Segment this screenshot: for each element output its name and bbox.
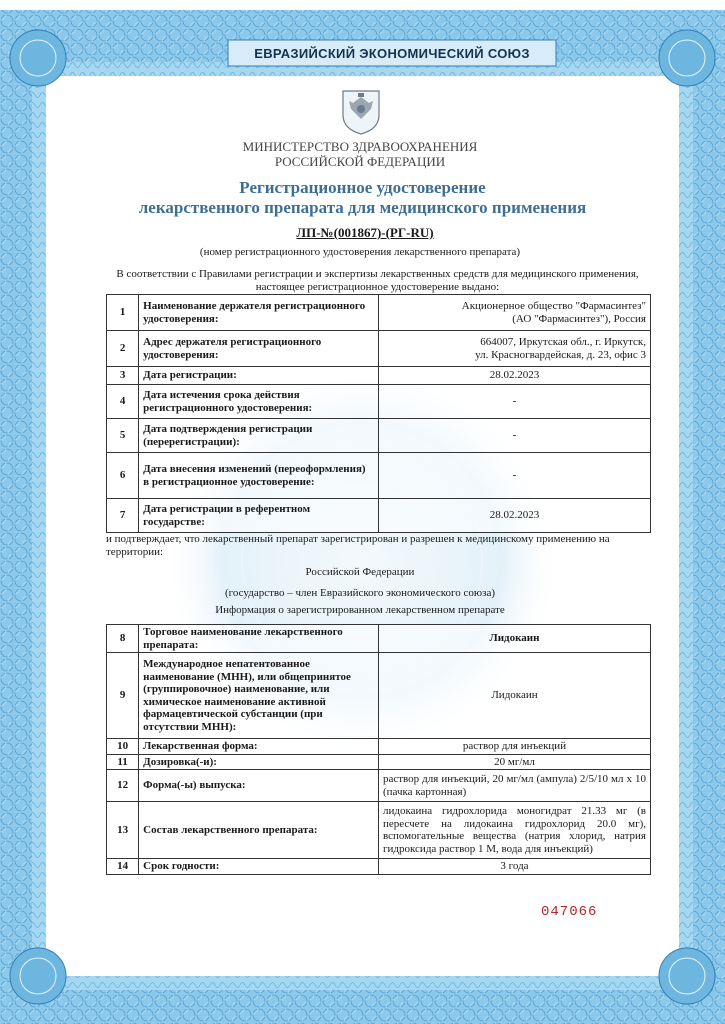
field-label: Торговое наименование лекарственного препарата: [139,625,379,653]
country-name: Российской Федерации [305,566,415,578]
field-value [378,385,650,419]
field-label: Срок годности: [139,859,379,875]
field-value-line: - [512,429,517,442]
holder-row [107,367,651,385]
field-value [378,295,650,331]
drug-row [107,739,651,755]
field-value-line: 28.02.2023 [489,509,540,522]
field-label: Дата истечения срока действия регистрационного удостоверения: [139,385,379,419]
ministry-line1: МИНИСТЕРСТВО ЗДРАВООХРАНЕНИЯ [242,139,478,154]
field-label: Дата регистрации: [139,367,379,385]
holder-row [107,295,651,331]
row-number: 9 [107,653,139,739]
ministry-name [150,139,570,169]
row-number: 10 [107,739,139,755]
field-label: Адрес держателя регистрационного удостоверения: [139,331,379,367]
field-label: Форма(-ы) выпуска: [139,770,379,802]
field-value-line: 664007, Иркутская обл., г. Иркутск, [480,336,646,348]
field-label: Дата внесения изменений (переоформления) в регистрационное удостоверение: [139,453,379,499]
drug-row [107,625,651,653]
row-number: 5 [107,419,139,453]
row-number: 14 [107,859,139,875]
field-value [378,419,650,453]
field-value: Лидокаин [378,653,650,739]
row-number: 4 [107,385,139,419]
title-line1: Регистрационное удостоверение [239,178,486,197]
holder-row [107,385,651,419]
field-value: раствор для инъекций [378,739,650,755]
holder-row [107,419,651,453]
drug-row [107,802,651,859]
drug-row [107,653,651,739]
ministry-line2: РОССИЙСКОЙ ФЕДЕРАЦИИ [274,154,446,169]
field-label: Лекарственная форма: [139,739,379,755]
field-value [378,367,650,385]
drug-table [106,624,651,875]
row-number: 11 [107,754,139,770]
title-line2: лекарственного препарата для медицинского применения [138,198,587,217]
holder-row [107,499,651,533]
union-title: ЕВРАЗИЙСКИЙ ЭКОНОМИЧЕСКИЙ СОЮЗ [254,46,530,61]
confirm-text: и подтверждает, что лекарственный препарат зарегистрирован и разрешен к медицинскому применению на территории: [106,533,610,558]
field-label: Дозировка(-и): [139,754,379,770]
state-emblem-icon [339,85,383,135]
field-label: Дата подтверждения регистрации (перерегистрации): [139,419,379,453]
row-number: 13 [107,802,139,859]
field-value-line: Акционерное общество "Фармасинтез" [461,300,646,312]
row-number: 3 [107,367,139,385]
field-value-line: - [512,395,517,408]
document-title [70,178,655,218]
field-value: раствор для инъекций, 20 мг/мл (ампула) 2/5/10 мл х 10 (пачка картонная) [378,770,650,802]
field-value: 3 года [378,859,650,875]
serial-number: 047066 [541,904,598,920]
field-label: Состав лекарственного препарата: [139,802,379,859]
row-number: 7 [107,499,139,533]
registration-number: ЛП-№(001867)-(РГ-RU) [296,225,434,240]
field-label: Международное непатентованное наименование (МНН), или общепринятое (группировочное) наименование, или химическое наименование активной фармацевтической субстанции (при отсутствии МНН): [139,653,379,739]
field-value [378,499,650,533]
field-value-line: 28.02.2023 [489,369,540,382]
drug-info-heading: Информация о зарегистрированном лекарственном препарате [215,604,505,616]
drug-row [107,859,651,875]
field-value: Лидокаин [378,625,650,653]
intro-text: В соответствии с Правилами регистрации и экспертизы лекарственных средств для медицинского применения, настоящее регистрационное удостоверение выдано: [116,268,639,293]
holder-row [107,331,651,367]
field-value: 20 мг/мл [378,754,650,770]
row-number: 2 [107,331,139,367]
field-value [378,331,650,367]
field-value [378,453,650,499]
drug-row [107,754,651,770]
row-number: 1 [107,295,139,331]
holder-table [106,294,651,533]
field-label: Наименование держателя регистрационного удостоверения: [139,295,379,331]
row-number: 6 [107,453,139,499]
holder-row [107,453,651,499]
row-number: 12 [107,770,139,802]
row-number: 8 [107,625,139,653]
country-note: (государство – член Евразийского экономического союза) [225,587,495,599]
field-value-line: (АО "Фармасинтез"), Россия [512,312,646,325]
field-value: лидокаина гидрохлорида моногидрат 21.33 мг (в пересчете на лидокаина гидрохлорид 20.0 мг), вспомогательные вещества (натрия хлорид, натрия гидроксида раствор 1 М, вода для инъекций) [378,802,650,859]
field-label: Дата регистрации в референтном государстве: [139,499,379,533]
field-value-line: - [512,469,517,482]
registration-number-note: (номер регистрационного удостоверения лекарственного препарата) [199,246,521,258]
field-value-line: ул. Красногвардейская, д. 23, офис 3 [475,348,646,361]
drug-row [107,770,651,802]
